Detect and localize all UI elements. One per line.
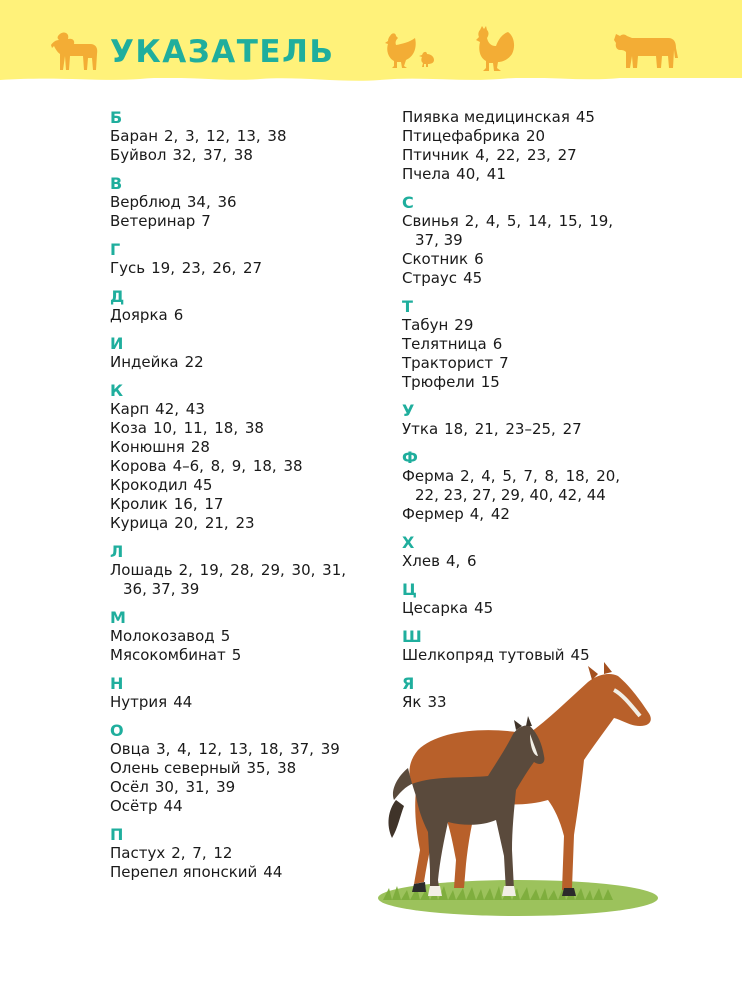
index-term: Доярка (110, 306, 168, 324)
index-entry (402, 127, 722, 146)
index-pages: 15 (480, 373, 500, 391)
index-term: Коза (110, 419, 147, 437)
index-term: Ветеринар (110, 212, 196, 230)
index-term: Як (402, 693, 422, 711)
index-pages: 45 (463, 269, 483, 287)
index-pages: 45 (474, 599, 494, 617)
index-pages: 44 (163, 797, 183, 815)
index-entry (110, 627, 430, 646)
index-letter-heading: Ф (402, 448, 418, 467)
index-term: Осётр (110, 797, 158, 815)
index-term: Утка (402, 420, 439, 438)
index-letter-heading: В (110, 174, 123, 193)
index-entry (110, 127, 430, 146)
index-term: Кролик (110, 495, 168, 513)
index-pages: 45 (575, 108, 595, 126)
index-term: Скотник (402, 250, 469, 268)
index-pages: 42, 43 (155, 400, 205, 418)
index-entry (110, 457, 430, 476)
index-pages: 45 (570, 646, 590, 664)
index-letter-heading: Х (402, 533, 415, 552)
index-term: Осёл (110, 778, 149, 796)
index-pages-continued: 22, 23, 27, 29, 40, 42, 44 (415, 486, 606, 504)
index-pages: 18, 21, 23–25, 27 (444, 420, 582, 438)
index-entry (110, 476, 430, 495)
index-letter-heading: И (110, 334, 124, 353)
index-pages: 2, 3, 12, 13, 38 (164, 127, 287, 145)
index-term: Карп (110, 400, 150, 418)
index-term: Курица (110, 514, 169, 532)
index-entry (110, 353, 430, 372)
index-term: Мясокомбинат (110, 646, 226, 664)
index-pages: 33 (427, 693, 447, 711)
index-pages: 35, 38 (246, 759, 297, 777)
index-entry (402, 335, 722, 354)
index-entry (402, 467, 722, 505)
index-letter-heading: К (110, 381, 124, 400)
index-pages: 7 (201, 212, 211, 230)
index-pages: 28 (190, 438, 210, 456)
index-entry (110, 514, 430, 533)
index-term: Буйвол (110, 146, 167, 164)
index-column-right (402, 108, 722, 712)
index-letter-heading: Б (110, 108, 123, 127)
index-term: Шелкопряд тутовый (402, 646, 565, 664)
index-pages: 2, 7, 12 (171, 844, 233, 862)
index-pages: 16, 17 (173, 495, 224, 513)
index-pages: 10, 11, 18, 38 (153, 419, 264, 437)
index-term: Фермер (402, 505, 464, 523)
index-entry (402, 165, 722, 184)
index-entry (402, 250, 722, 269)
index-pages-continued: 37, 39 (415, 231, 463, 249)
index-pages: 5 (231, 646, 242, 664)
index-entry (402, 599, 722, 618)
index-pages: 6 (173, 306, 184, 324)
index-term: Страус (402, 269, 458, 287)
index-pages: 19, 23, 26, 27 (151, 259, 263, 277)
index-term: Баран (110, 127, 159, 145)
index-entry (110, 212, 430, 231)
index-term: Лошадь (110, 561, 173, 579)
index-term: Овца (110, 740, 151, 758)
index-letter-heading: Я (402, 674, 415, 693)
index-term: Нутрия (110, 693, 168, 711)
index-term: Хлев (402, 552, 440, 570)
index-entry (402, 146, 722, 165)
index-term: Пастух (110, 844, 166, 862)
index-entry (110, 193, 430, 212)
index-term: Индейка (110, 353, 179, 371)
index-term: Молокозавод (110, 627, 215, 645)
index-term: Птичник (402, 146, 470, 164)
index-pages-continued: 36, 37, 39 (123, 580, 200, 598)
index-letter-heading: П (110, 825, 124, 844)
cow-icon (612, 28, 680, 72)
index-entry (110, 495, 430, 514)
index-entry (110, 259, 430, 278)
index-entry (110, 146, 430, 165)
index-term: Тракторист (402, 354, 494, 372)
index-pages: 20 (526, 127, 546, 145)
index-pages: 32, 37, 38 (172, 146, 253, 164)
index-pages: 2, 4, 5, 14, 15, 19, (464, 212, 614, 230)
index-pages: 30, 31, 39 (154, 778, 236, 796)
index-letter-heading: Н (110, 674, 124, 693)
index-pages: 44 (173, 693, 193, 711)
index-entry (402, 420, 722, 439)
index-pages: 29 (454, 316, 474, 334)
index-letter-heading: С (402, 193, 414, 212)
index-pages: 45 (193, 476, 213, 494)
index-pages: 3, 4, 12, 13, 18, 37, 39 (156, 740, 340, 758)
index-pages: 5 (220, 627, 231, 645)
index-term: Пчела (402, 165, 451, 183)
chick-icon (418, 50, 436, 68)
index-letter-heading: Ш (402, 627, 422, 646)
index-term: Гусь (110, 259, 146, 277)
index-term: Корова (110, 457, 167, 475)
index-entry (402, 505, 722, 524)
index-term: Верблюд (110, 193, 181, 211)
index-letter-heading: У (402, 401, 415, 420)
index-pages: 34, 36 (186, 193, 237, 211)
index-pages: 2, 4, 5, 7, 8, 18, 20, (460, 467, 621, 485)
index-pages: 4, 6 (445, 552, 477, 570)
index-entry (110, 400, 430, 419)
index-term: Ферма (402, 467, 455, 485)
index-pages: 4, 42 (469, 505, 510, 523)
index-entry (402, 552, 722, 571)
index-entry (402, 316, 722, 335)
index-entry (402, 373, 722, 392)
index-letter-heading: О (110, 721, 124, 740)
index-term: Перепел японский (110, 863, 258, 881)
index-term: Телятница (402, 335, 487, 353)
index-entry (402, 354, 722, 373)
index-term: Пиявка медицинская (402, 108, 570, 126)
index-term: Конюшня (110, 438, 185, 456)
index-term: Олень северный (110, 759, 241, 777)
index-entry (402, 108, 722, 127)
page-title: УКАЗАТЕЛЬ (110, 34, 335, 70)
index-entry (110, 306, 430, 325)
hen-icon (382, 32, 418, 72)
index-pages: 4–6, 8, 9, 18, 38 (172, 457, 303, 475)
index-term: Табун (402, 316, 449, 334)
index-entry (110, 438, 430, 457)
index-entry (402, 212, 722, 250)
index-pages: 40, 41 (456, 165, 506, 183)
index-pages: 22 (184, 353, 204, 371)
index-entry (110, 561, 430, 599)
horse-and-foal-illustration (378, 660, 668, 925)
index-term: Свинья (402, 212, 459, 230)
index-entry (110, 419, 430, 438)
index-pages: 44 (263, 863, 283, 881)
index-term: Крокодил (110, 476, 188, 494)
index-pages: 20, 21, 23 (174, 514, 255, 532)
index-letter-heading: Ц (402, 580, 417, 599)
index-letter-heading: М (110, 608, 126, 627)
index-pages: 2, 19, 28, 29, 30, 31, (178, 561, 347, 579)
index-pages: 7 (499, 354, 509, 372)
index-pages: 4, 22, 23, 27 (475, 146, 577, 164)
goat-icon (50, 30, 102, 74)
index-term: Цесарка (402, 599, 469, 617)
index-letter-heading: Л (110, 542, 124, 561)
rooster-icon (472, 26, 516, 74)
index-letter-heading: Г (110, 240, 121, 259)
index-term: Трюфели (402, 373, 475, 391)
index-entry (402, 269, 722, 288)
index-pages: 6 (492, 335, 503, 353)
index-letter-heading: Т (402, 297, 413, 316)
index-letter-heading: Д (110, 287, 125, 306)
index-pages: 6 (474, 250, 484, 268)
index-term: Птицефабрика (402, 127, 520, 145)
